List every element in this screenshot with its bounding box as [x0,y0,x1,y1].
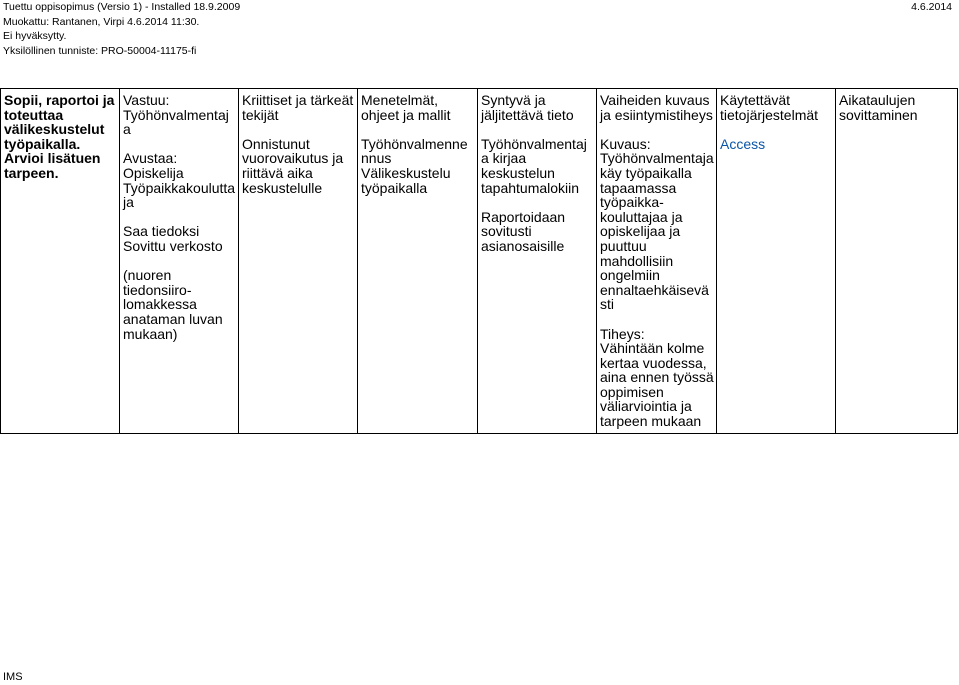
table-row [1,89,958,434]
header-date: 4.6.2014 [911,1,952,13]
methods-title: Menetelmät, ohjeet ja mallit [361,92,451,123]
tiheys-label: Tiheys: [600,325,645,342]
sovittu-verkosto: Sovittu verkosto [123,237,223,254]
information-cell [478,89,597,434]
methods-text: Työhönvalmennennus Välikeskustelu työpaikalla [361,135,468,196]
task-cell [1,89,120,434]
systems-title: Käytettävät tietojärjestelmät [720,92,819,123]
information-text-logging: Työhönvalmentaja kirjaa keskustelun tapahtumalokiin [481,135,587,196]
access-link[interactable]: Access [720,135,766,152]
kuvaus-text: Työhönvalmentaja käy työpaikalla tapaamassa työpaikka-kouluttajaa ja opiskelijaa ja puuttuu mahdollisiin ongelmiin ennaltaehkäisevästi [600,150,714,313]
scheduling-cell [836,89,958,434]
document-header [3,0,240,58]
avustaa-opiskelija: Opiskelija [123,164,184,181]
systems-cell [717,89,836,434]
header-title: Tuettu oppisopimus (Versio 1) - Installed 18.9.2009 [3,1,241,13]
header-modified: Muokattu: Rantanen, Virpi 4.6.2014 11:30. [3,15,200,28]
header-approval-status: Ei hyväksytty. [3,30,67,42]
consent-note: (nuoren tiedonsiiro-lomakkessa anataman luvan mukaan) [123,267,223,342]
responsibility-cell [120,89,239,434]
information-title: Syntyvä ja jäljitettävä tieto [481,92,574,123]
process-table [0,88,958,434]
header-identifier: Yksilöllinen tunniste: PRO-50004-11175-fi [3,44,197,57]
task-description: Sopii, raportoi ja toteuttaa välikeskustelut työpaikalla. Arvioi lisätuen tarpeen. [4,92,115,181]
critical-factors-cell [239,89,358,434]
phase-description-title: Vaiheiden kuvaus ja esiintymistiheys [600,92,713,123]
phase-description-cell [597,89,717,434]
critical-factors-title: Kriittiset ja tärkeät tekijät [242,92,354,123]
vastuu-value: Työhönvalmentaja [123,106,229,138]
information-text-reporting: Raportoidaan sovitusti asianosaisille [481,208,566,254]
saa-tiedoksi-label: Saa tiedoksi [123,223,200,240]
avustaa-tyopaikkakouluttaja: Työpaikkakouluttaja [123,179,236,211]
avustaa-label: Avustaa: [123,150,178,167]
kuvaus-label: Kuvaus: [600,135,651,152]
critical-factors-text: Onnistunut vuorovaikutus ja riittävä aika keskustelulle [242,135,344,196]
footer-ims: IMS [3,671,23,683]
vastuu-label: Vastuu: [123,92,170,108]
methods-cell [358,89,478,434]
tiheys-text: Vähintään kolme kertaa vuodessa, aina ennen työssä oppimisen väliarviointia ja tarpeen mukaan [600,340,714,430]
scheduling-title: Aikataulujen sovittaminen [839,92,918,123]
